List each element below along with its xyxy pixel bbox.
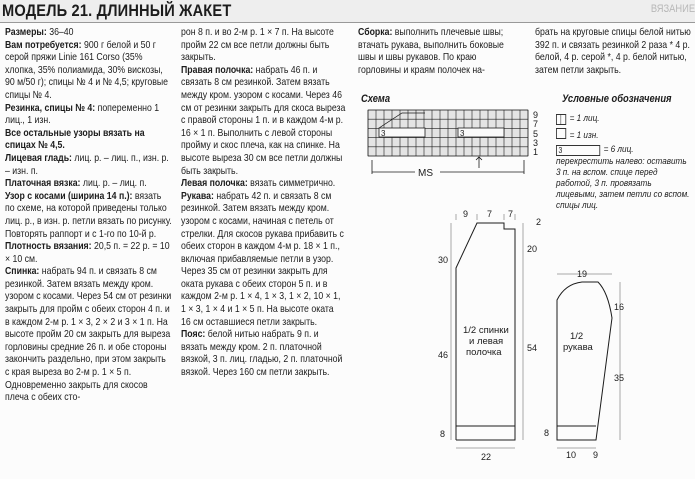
legend-purl-text: = 1 изн. (569, 130, 599, 141)
cable-label: Узор с косами (ширина 14 п.): (5, 190, 133, 202)
rib-label: Резинка, спицы № 4: (5, 102, 96, 114)
gauge-value: 20,5 п. = 22 р. = 10 × 10 см. (5, 241, 170, 265)
right-front-value: набрать 46 п. и связать 8 см резинкой. Затем вязать между кром. узором с косами. Через 46 см от резинки закрыть для скоса выреза с правой стороны 1 п. и в каждом 4-м р. 16 × 1 п. Выполнить с левой стороны пройму и скос плеча, как на спинке. На высоте выреза 30 см все петли должны быть закрыть. (181, 64, 346, 177)
dim-text: 7 (487, 209, 493, 219)
stockinette-value: лиц. р. – лиц. п., изн. р. – изн. п. (5, 152, 169, 177)
sizes-value: 36–40 (46, 27, 74, 38)
belt-value: белой нитью набрать 9 п. и вязать между кром. 2 п. платочной вязкой, 3 п. лиц. гладью, 2 п. платочной вязкой. Через 160 см петли закрыть. (181, 329, 343, 379)
watermark-text: ВЯЗАНИЕ (650, 3, 695, 15)
garter-value: лиц. р. – лиц. п. (80, 178, 147, 190)
sizes-label: Размеры: (5, 27, 47, 38)
row-number: 9 (533, 110, 539, 120)
left-front-value: вязать симметрично. (247, 178, 336, 190)
back-label: Спинка: (5, 266, 40, 278)
cable-cross-symbol-icon: 3 (556, 145, 600, 156)
cable-cell-number: 3 (381, 129, 386, 138)
back-value: набрать 94 п. и связать 8 см резинкой. Затем вязать между кром. узором с косами. Через 54 см от резинки закрыть для пройм с обеих сторон 4 п. и в каждом 2-м р. 1 × 3, 2 × 2 и 3 × 1 п. На высоте пройм 20 см закрыть для выреза горловины средние 26 п. и обе стороны закончить раздельно, при этом закрыть с края выреза во 2-м р. 1 × 5 п. Одновременно закрыть для скосов плеча с обеих сто- (5, 266, 172, 404)
schema-title: Схема (361, 93, 391, 105)
dim-text: 9 (463, 209, 469, 219)
stockinette-label: Лицевая гладь: (5, 152, 72, 164)
right-front-label: Правая полочка: (181, 64, 254, 76)
repeat-label: MS (418, 168, 433, 179)
left-front-label: Левая полочка: (181, 178, 248, 190)
assembly-label: Сборка: (358, 27, 393, 38)
row-number: 7 (533, 119, 539, 129)
materials-label: Вам потребуется: (5, 39, 82, 51)
row-number: 5 (533, 129, 539, 139)
dim-text: 20 (527, 244, 538, 254)
dim-text: 35 (614, 373, 625, 383)
dim-text: 54 (527, 343, 538, 353)
cable-cell-number-2: 3 (460, 129, 465, 138)
sleeves-value: набрать 42 п. и связать 8 см резинкой. Затем вязать между кром. узором с косами, начиная с петель от стрелки. Для скосов рукава прибавить с обеих сторон в каждом 4-м р. 18 × 1 п., включая прибавляемые петли в узор. Через 35 см от резинки закрыть для оката рукава с обеих сторон 5 п. и в каждом 2-м р. 1 × 4, 1 × 3, 1 × 2, 10 × 1, 1 × 3, 1 × 4 и 1 × 5 п. На высоте оката 16 см оставшиеся петли закрыть. (181, 190, 344, 328)
repeat-bracket (372, 160, 524, 174)
cable-value: вязать по схеме, на которой приведены только лиц. р., в изн. р. петли вязать по рисунку. Повторять раппорт и с 1-го по 10-й р. (5, 190, 172, 240)
assembly-continuation: брать на круговые спицы белой нитью 392 п. и связать резинкой 2 раза * 4 р. белой, 4 р. серой *, 4 р. белой нитью, затем петли закрыть. (535, 27, 691, 76)
dim-text: 10 (566, 450, 577, 460)
dim-text: 46 (438, 350, 449, 360)
sleeve-pattern (557, 282, 612, 440)
dim-text: 16 (614, 302, 625, 312)
start-arrow-icon (476, 157, 482, 168)
gauge-label: Плотность вязания: (5, 241, 92, 253)
legend-knit-text: = 1 лиц. (569, 113, 600, 124)
sleeve-label: 1/2 рукава (563, 331, 593, 353)
sleeve-dimensions (557, 274, 620, 448)
legend-title: Условные обозначения (562, 93, 672, 105)
knit-symbol-icon: │ (556, 114, 566, 125)
page-title: МОДЕЛЬ 21. ДЛИННЫЙ ЖАКЕТ (2, 1, 232, 20)
dim-text: 30 (438, 255, 449, 265)
chart-row-numbers (533, 110, 538, 157)
front-back-label: 1/2 спинки и левая полочка (463, 325, 509, 358)
belt-label: Пояс: (181, 329, 206, 341)
dim-text: 8 (544, 428, 550, 438)
rib-value: попеременно 1 лиц., 1 изн. (5, 102, 160, 127)
dim-text: 22 (481, 452, 492, 462)
row-number: 1 (533, 147, 539, 157)
dim-text: 9 (593, 450, 599, 460)
dim-text: 2 (536, 217, 542, 227)
needles-note: Все остальные узоры вязать на спицах № 4,5. (5, 127, 145, 152)
back-continuation: рон 8 п. и во 2-м р. 1 × 7 п. На высоте пройм 22 см все петли должны быть закрыть. (181, 27, 334, 64)
materials-value: 900 г белой и 50 г серой пряжи Linie 161 Corso (35% хлопка, 35% полиамида, 30% вискозы, 90 м/50 г); спицы № 4 и № 4,5; круговые спицы № 4. (5, 39, 168, 101)
dim-text: 8 (440, 429, 446, 439)
row-number: 3 (533, 138, 539, 148)
sleeve-numbers (544, 269, 624, 460)
garter-label: Платочная вязка: (5, 178, 81, 190)
dim-text: 19 (577, 269, 588, 279)
legend-cable-text: = 6 лиц. перекрестить налево: оставить 3 п. на вспом. спице перед работой, 3 п. провязать лицевыми, затем петли со вспом. спицы лиц. (556, 144, 690, 211)
assembly-value: выполнить плечевые швы; втачать рукава, выполнить боковые швы и швы рукавов. По краю горловины и краям полочек на- (358, 27, 504, 76)
sleeves-label: Рукава: (181, 190, 214, 202)
dim-text: 7 (508, 209, 514, 219)
